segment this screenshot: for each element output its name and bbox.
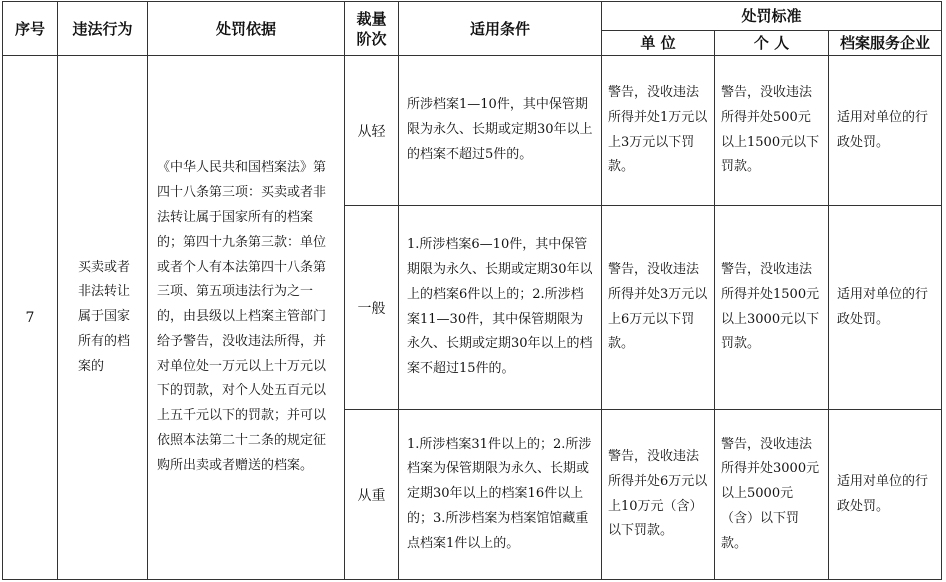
header-violation: 违法行为	[58, 2, 148, 56]
level-light: 从轻	[345, 56, 399, 206]
enterprise-heavy-text: 适用对单位的行政处罚。	[837, 473, 929, 514]
header-condition: 适用条件	[399, 2, 602, 56]
individual-light	[715, 56, 829, 206]
condition-normal	[399, 206, 602, 410]
basis-text: 《中华人民共和国档案法》第四十八条第三项：买卖或者非法转让属于国家所有的档案的；第四十九条第三款：单位或者个人有本法第四十八条第三项、第五项违法行为之一的，由县级以上档案主管部门给予警告，没收违法所得，并对单位处一万元以上十万元以下的罚款，对个人处五百元以上五千元以下的罚款；并可以依照本法第二十二条的规定征购所出卖或者赠送的档案。	[157, 160, 327, 473]
individual-heavy	[715, 410, 829, 580]
penalty-table	[2, 1, 942, 580]
header-enterprise: 档案服务企业	[829, 31, 942, 56]
enterprise-light	[829, 56, 942, 206]
header-level-line2: 阶次	[356, 29, 387, 48]
header-level	[345, 2, 399, 56]
enterprise-normal-text: 适用对单位的行政处罚。	[837, 286, 929, 327]
violation-cell	[58, 56, 148, 580]
condition-normal-text: 1.所涉档案6—10件，其中保管期限为永久、长期或定期30年以上的档案6件以上的；2.所涉档案11—30件，其中保管期限为永久、长期或定期30年以上的档案不超过15件的。	[407, 237, 593, 377]
level-normal: 一般	[345, 206, 399, 410]
level-heavy: 从重	[345, 410, 399, 580]
individual-normal	[715, 206, 829, 410]
individual-heavy-text: 警告，没收违法所得并处3000元以上5000元（含）以下罚款。	[721, 436, 820, 551]
unit-heavy	[602, 410, 715, 580]
violation-text: 买卖或者非法转让属于国家所有的档案的	[78, 259, 131, 374]
header-seq: 序号	[3, 2, 58, 56]
header-individual: 个 人	[715, 31, 829, 56]
enterprise-normal	[829, 206, 942, 410]
individual-light-text: 警告，没收违法所得并处500元以上1500元以下罚款。	[721, 84, 820, 175]
header-level-line1: 裁量	[356, 9, 387, 28]
header-basis: 处罚依据	[148, 2, 345, 56]
unit-heavy-text: 警告，没收违法所得并处6万元以上10万元（含）以下罚款。	[608, 448, 708, 539]
condition-light-text: 所涉档案1—10件，其中保管期限为永久、长期或定期30年以上的档案不超过5件的。	[407, 97, 593, 162]
enterprise-heavy	[829, 410, 942, 580]
unit-light	[602, 56, 715, 206]
condition-light	[399, 56, 602, 206]
enterprise-light-text: 适用对单位的行政处罚。	[837, 109, 929, 150]
condition-heavy	[399, 410, 602, 580]
unit-normal-text: 警告，没收违法所得并处3万元以上6万元以下罚款。	[608, 261, 708, 352]
unit-light-text: 警告，没收违法所得并处1万元以上3万元以下罚款。	[608, 84, 708, 175]
header-unit: 单 位	[602, 31, 715, 56]
unit-normal	[602, 206, 715, 410]
condition-heavy-text: 1.所涉档案31件以上的；2.所涉档案为保管期限为永久、长期或定期30年以上的档案16件以上的；3.所涉档案为档案馆馆藏重点档案1件以上的。	[407, 436, 592, 551]
row-seq: 7	[3, 56, 58, 580]
header-standard: 处罚标准	[602, 2, 942, 31]
individual-normal-text: 警告，没收违法所得并处1500元以上3000元以下罚款。	[721, 261, 820, 352]
basis-cell	[148, 56, 345, 580]
